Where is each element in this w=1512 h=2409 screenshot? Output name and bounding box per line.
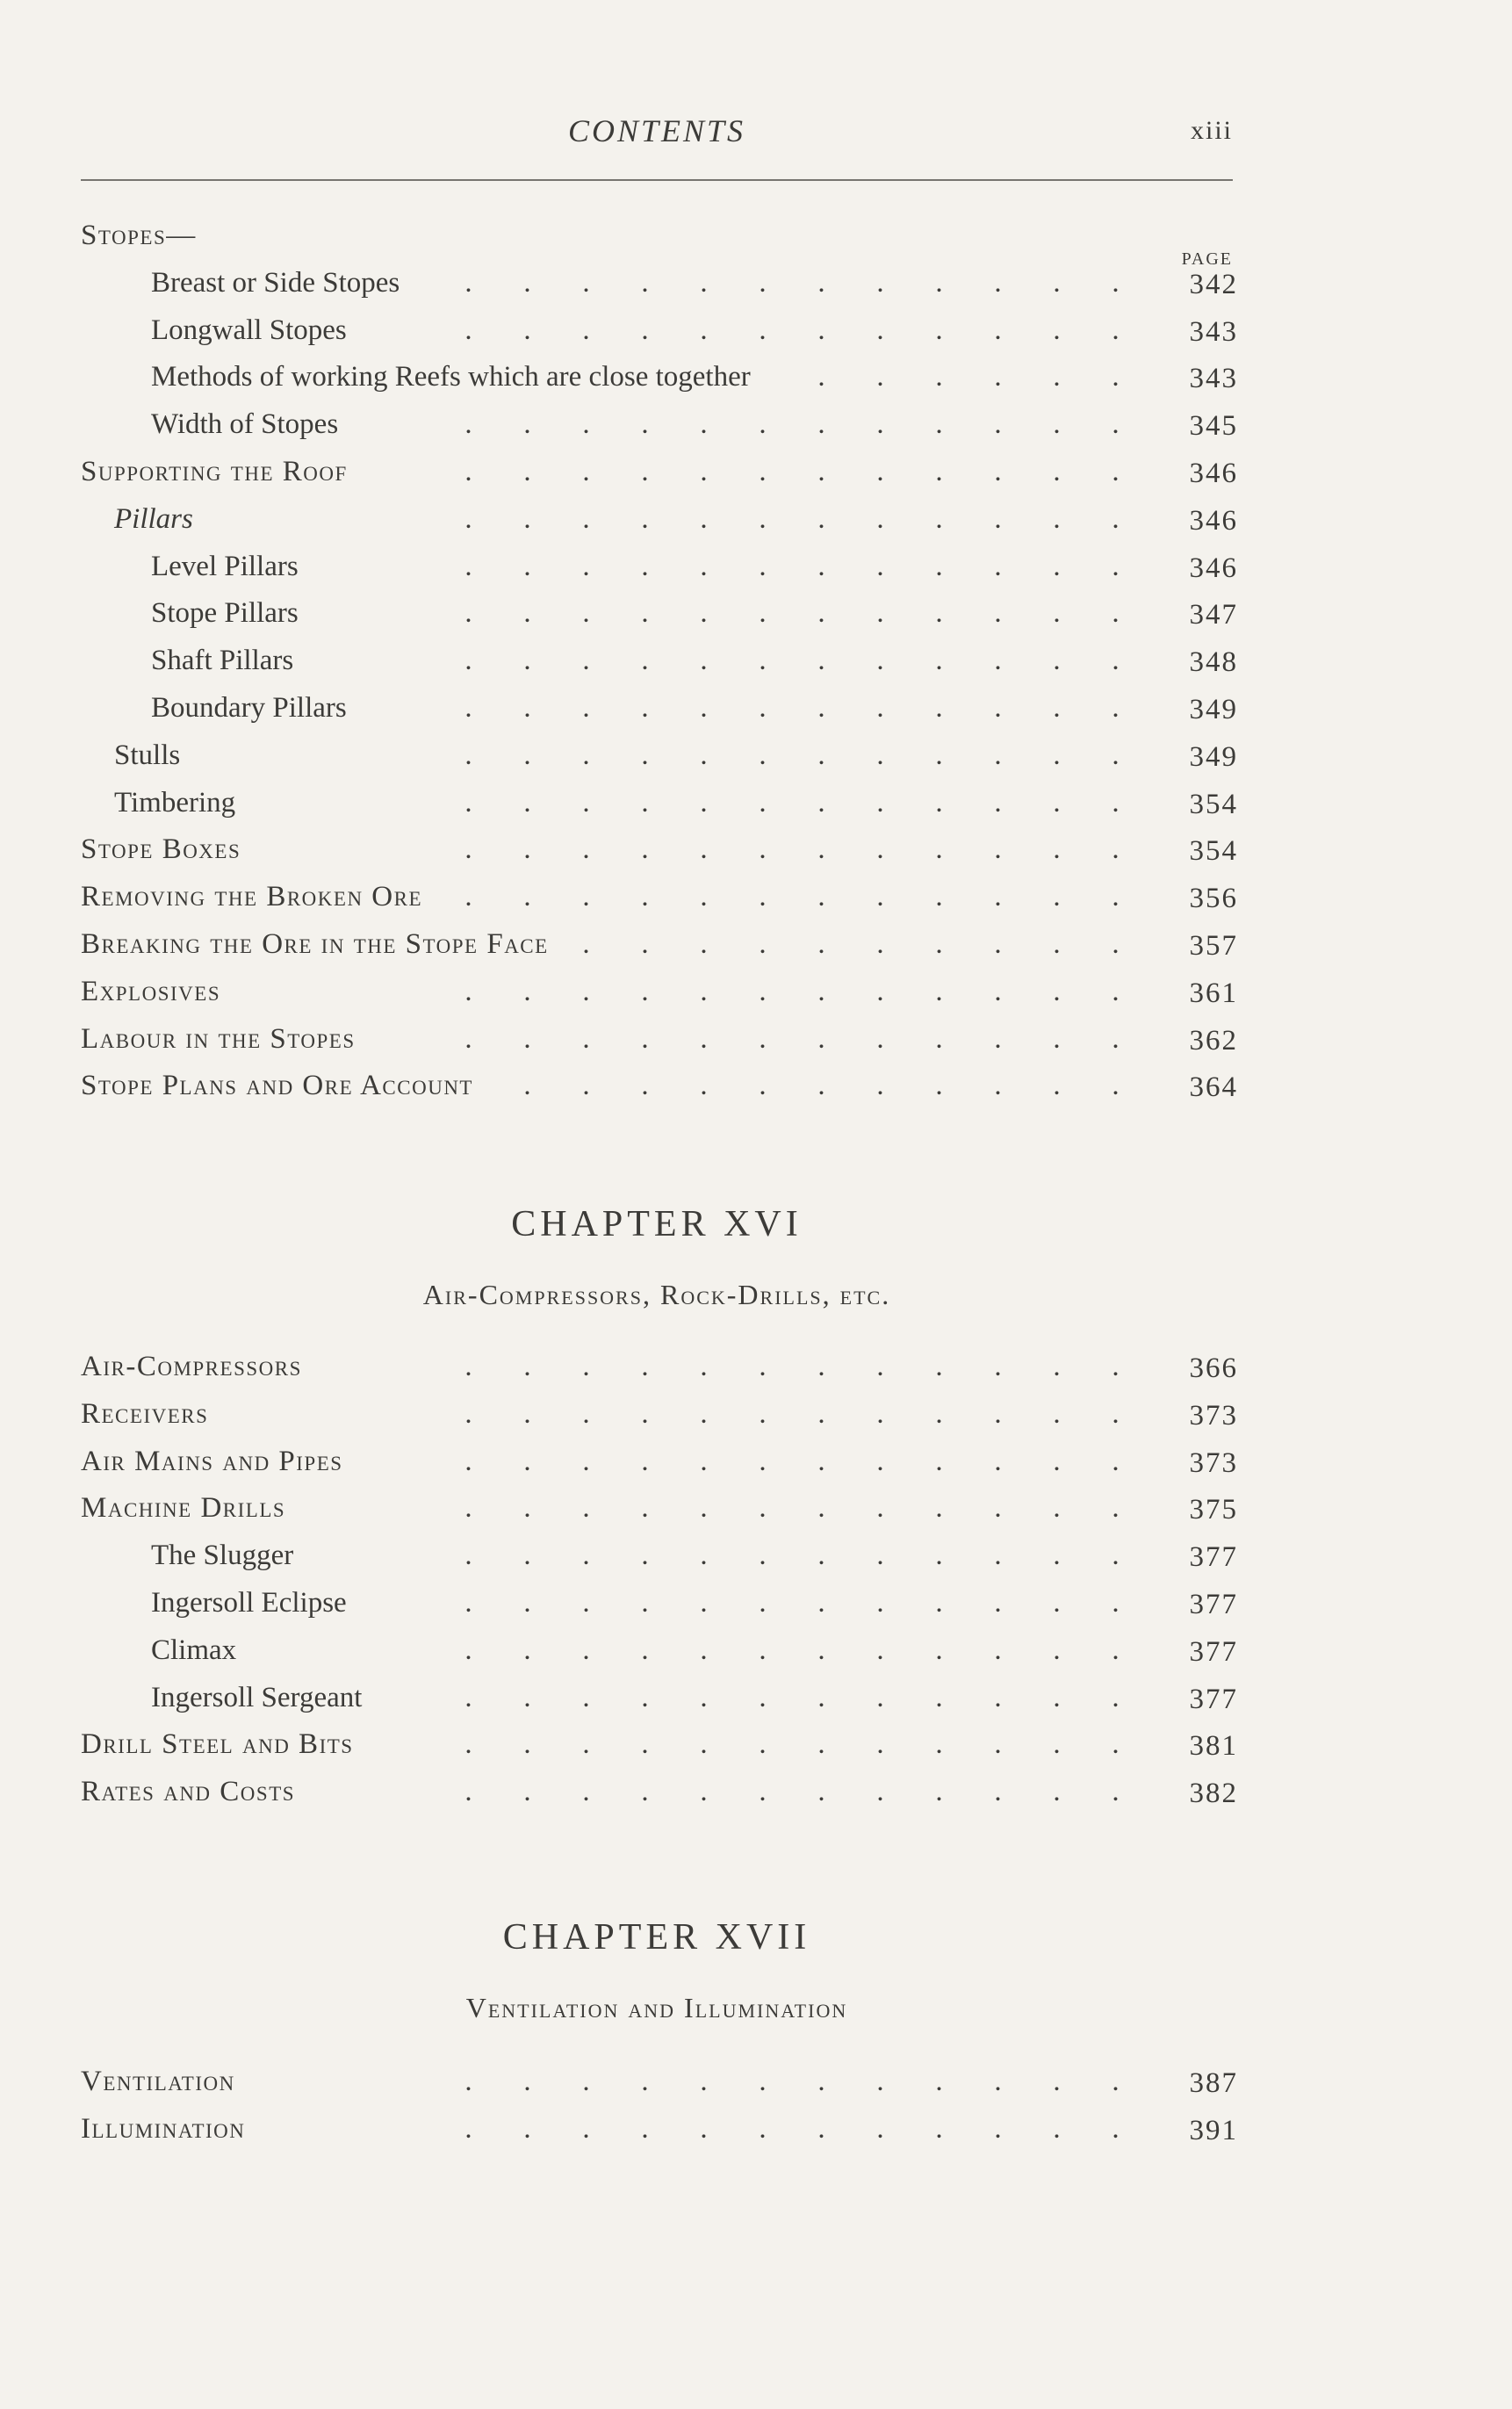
leader-dots: . . . . . . . . . . . .	[464, 456, 1120, 487]
toc-page-number: 354	[1189, 835, 1238, 868]
toc-entry	[0, 456, 1238, 494]
toc-page-number: 343	[1189, 315, 1238, 348]
leader-dots: . . . . . . . . . . . .	[464, 2066, 1120, 2097]
toc-page-number: 373	[1189, 1399, 1238, 1432]
toc-page-number: 361	[1189, 977, 1238, 1009]
toc-page-number: 377	[1189, 1541, 1238, 1574]
toc-entry	[0, 928, 1238, 967]
leader-dots: . . . . . . . . . . . .	[464, 1492, 1120, 1525]
toc-page-number: 346	[1189, 458, 1238, 489]
toc-page-number: 342	[1189, 268, 1238, 300]
toc-entry-title: Rates and Costs	[81, 1776, 296, 1808]
toc-page-number: 377	[1189, 1683, 1238, 1715]
leader-dots: . . . . . . . . . . . .	[464, 1634, 1120, 1666]
leader-dots: . . . . . .	[817, 361, 1120, 393]
toc-entry-title: Climax	[151, 1634, 237, 1666]
chapter-xvi-subtitle: Air-Compressors, Rock-Drills, etc.	[422, 1279, 891, 1310]
toc-entry-title: Machine Drills	[81, 1492, 286, 1525]
toc-page-number: 387	[1189, 2067, 1238, 2099]
toc-page-number: 343	[1189, 363, 1238, 395]
toc-entry-title: Boundary Pillars	[151, 692, 347, 724]
toc-entry	[0, 267, 1238, 306]
toc-entry	[0, 408, 1238, 447]
toc-entry-title: Stope Plans and Ore Account	[81, 1070, 473, 1102]
toc-entry	[0, 645, 1238, 683]
toc-entry	[0, 1682, 1238, 1720]
toc-entry-title: Width of Stopes	[151, 408, 339, 441]
toc-entry-title: Stulls	[114, 739, 181, 771]
leader-dots: . . . . . . . . . . . .	[464, 739, 1120, 771]
toc-entry-title: Drill Steel and Bits	[81, 1728, 354, 1761]
leader-dots: . . . . . . . . . . . .	[464, 1351, 1120, 1382]
toc-page-number: 356	[1189, 883, 1238, 915]
toc-page-number: 377	[1189, 1635, 1238, 1668]
toc-entry-title: Breast or Side Stopes	[151, 266, 400, 299]
toc-entry	[0, 787, 1238, 826]
leader-dots: . . . . . . . . . . . .	[464, 266, 1120, 299]
toc-entry	[0, 1587, 1238, 1626]
leader-dots: . . . . . . . . . . . .	[464, 550, 1120, 582]
toc-entry	[0, 361, 1238, 400]
leader-dots: . . . . . . . . . . . .	[464, 1587, 1120, 1619]
toc-entry-title: Ingersoll Sergeant	[151, 1681, 363, 1713]
toc-page-number: 348	[1189, 646, 1238, 679]
toc-entry-title: Stope Pillars	[151, 597, 299, 630]
toc-entry	[0, 1492, 1238, 1531]
toc-entry	[0, 503, 1238, 542]
page-column-label: PAGE	[1181, 249, 1233, 269]
toc-entry	[0, 1540, 1238, 1578]
toc-entry-title: Ingersoll Eclipse	[151, 1587, 347, 1619]
toc-page-number: 346	[1189, 552, 1238, 584]
leader-dots: . . . . . . . . . . . .	[464, 1728, 1120, 1761]
toc-page-number: 357	[1189, 930, 1238, 962]
toc-entry-title: Supporting the Roof	[81, 456, 348, 487]
toc-entry	[0, 976, 1238, 1014]
toc-entry-title: Stopes—	[81, 220, 197, 251]
toc-page-number: 373	[1189, 1446, 1238, 1479]
toc-page-number: 354	[1189, 788, 1238, 820]
leader-dots: . . . . . . . . . . . .	[464, 833, 1120, 866]
toc-entry	[0, 1351, 1238, 1389]
toc-entry-title: Air-Compressors	[81, 1351, 302, 1382]
toc-entry	[0, 2113, 1238, 2152]
leader-dots: . . . . . . . . . . . .	[464, 1540, 1120, 1572]
toc-entry-title: Stope Boxes	[81, 833, 241, 866]
toc-page-number: 375	[1189, 1494, 1238, 1526]
toc-entry-title: Receivers	[81, 1397, 209, 1430]
toc-page-number: 345	[1189, 410, 1238, 443]
toc-entry	[0, 314, 1238, 353]
toc-page-number: 391	[1189, 2114, 1238, 2146]
page-folio: xiii	[1190, 116, 1233, 145]
running-head	[81, 112, 1233, 158]
toc-entry	[0, 1070, 1238, 1108]
leader-dots: . . . . . . . . . . . .	[464, 881, 1120, 913]
toc-page-number: 377	[1189, 1589, 1238, 1620]
toc-entry	[0, 597, 1238, 636]
toc-entry-title: Labour in the Stopes	[81, 1022, 356, 1055]
chapter-xvi-heading: CHAPTER XVI	[511, 1204, 803, 1244]
toc-entry	[0, 1776, 1238, 1814]
toc-entry	[0, 1634, 1238, 1673]
toc-entry	[0, 833, 1238, 872]
toc-entry-title: Illumination	[81, 2112, 246, 2145]
toc-entry	[0, 692, 1238, 731]
toc-entry-title: Breaking the Ore in the Stope Face	[81, 928, 549, 960]
toc-entry	[0, 1023, 1238, 1062]
toc-entry-title: Pillars	[114, 502, 193, 535]
leader-dots: . . . . . . . . . . . .	[464, 645, 1120, 677]
toc-page-number: 362	[1189, 1024, 1238, 1057]
toc-entry	[0, 220, 1238, 258]
leader-dots: . . . . . . . . . . . .	[464, 1022, 1120, 1055]
leader-dots: . . . . . . . . . . . .	[464, 692, 1120, 724]
leader-dots: . . . . . . . . . . . .	[464, 786, 1120, 819]
toc-entry-title: Longwall Stopes	[151, 314, 347, 346]
toc-page-number: 347	[1189, 599, 1238, 631]
leader-dots: . . . . . . . . . . . .	[464, 975, 1120, 1007]
leader-dots: . . . . . . . . . . . .	[464, 597, 1120, 630]
toc-entry-title: Explosives	[81, 975, 221, 1007]
leader-dots: . . . . . . . . . .	[582, 928, 1120, 960]
toc-entry-title: Shaft Pillars	[151, 645, 294, 677]
toc-entry	[0, 881, 1238, 920]
toc-entry-title: Air Mains and Pipes	[81, 1445, 343, 1477]
toc-entry-title: Timbering	[114, 786, 236, 819]
leader-dots: . . . . . . . . . . . .	[464, 1776, 1120, 1808]
toc-entry-title: Removing the Broken Ore	[81, 881, 423, 913]
toc-entry-title: The Slugger	[151, 1540, 294, 1572]
chapter-xvii-subtitle: Ventilation and Illumination	[465, 1992, 848, 2023]
leader-dots: . . . . . . . . . . . .	[464, 502, 1120, 535]
toc-page-number: 349	[1189, 694, 1238, 725]
chapter-xvii-heading: CHAPTER XVII	[502, 1917, 811, 1958]
toc-entry	[0, 1398, 1238, 1437]
leader-dots: . . . . . . . . . . . .	[464, 1681, 1120, 1713]
running-title: CONTENTS	[567, 113, 746, 148]
toc-entry	[0, 1728, 1238, 1767]
toc-entry	[0, 2066, 1238, 2104]
toc-page-number: 349	[1189, 740, 1238, 773]
toc-page-number: 346	[1189, 504, 1238, 537]
toc-entry	[0, 551, 1238, 589]
toc-page-number: 364	[1189, 1071, 1238, 1104]
toc-page-number: 382	[1189, 1778, 1238, 1810]
toc-entry-title: Level Pillars	[151, 550, 299, 582]
leader-dots: . . . . . . . . . . . .	[464, 1397, 1120, 1430]
toc-entry	[0, 739, 1238, 778]
toc-page-number: 366	[1189, 1352, 1238, 1384]
leader-dots: . . . . . . . . . . . .	[464, 314, 1120, 346]
leader-dots: . . . . . . . . . . . .	[464, 1445, 1120, 1477]
toc-entry-title: Ventilation	[81, 2066, 235, 2097]
leader-dots: . . . . . . . . . . . .	[464, 2112, 1120, 2145]
leader-dots: . . . . . . . . . . .	[523, 1070, 1120, 1102]
leader-dots: . . . . . . . . . . . .	[464, 408, 1120, 441]
toc-entry	[0, 1446, 1238, 1484]
toc-entry-title: Methods of working Reefs which are close together	[151, 361, 751, 393]
toc-page-number: 381	[1189, 1730, 1238, 1763]
header-rule	[81, 179, 1233, 181]
